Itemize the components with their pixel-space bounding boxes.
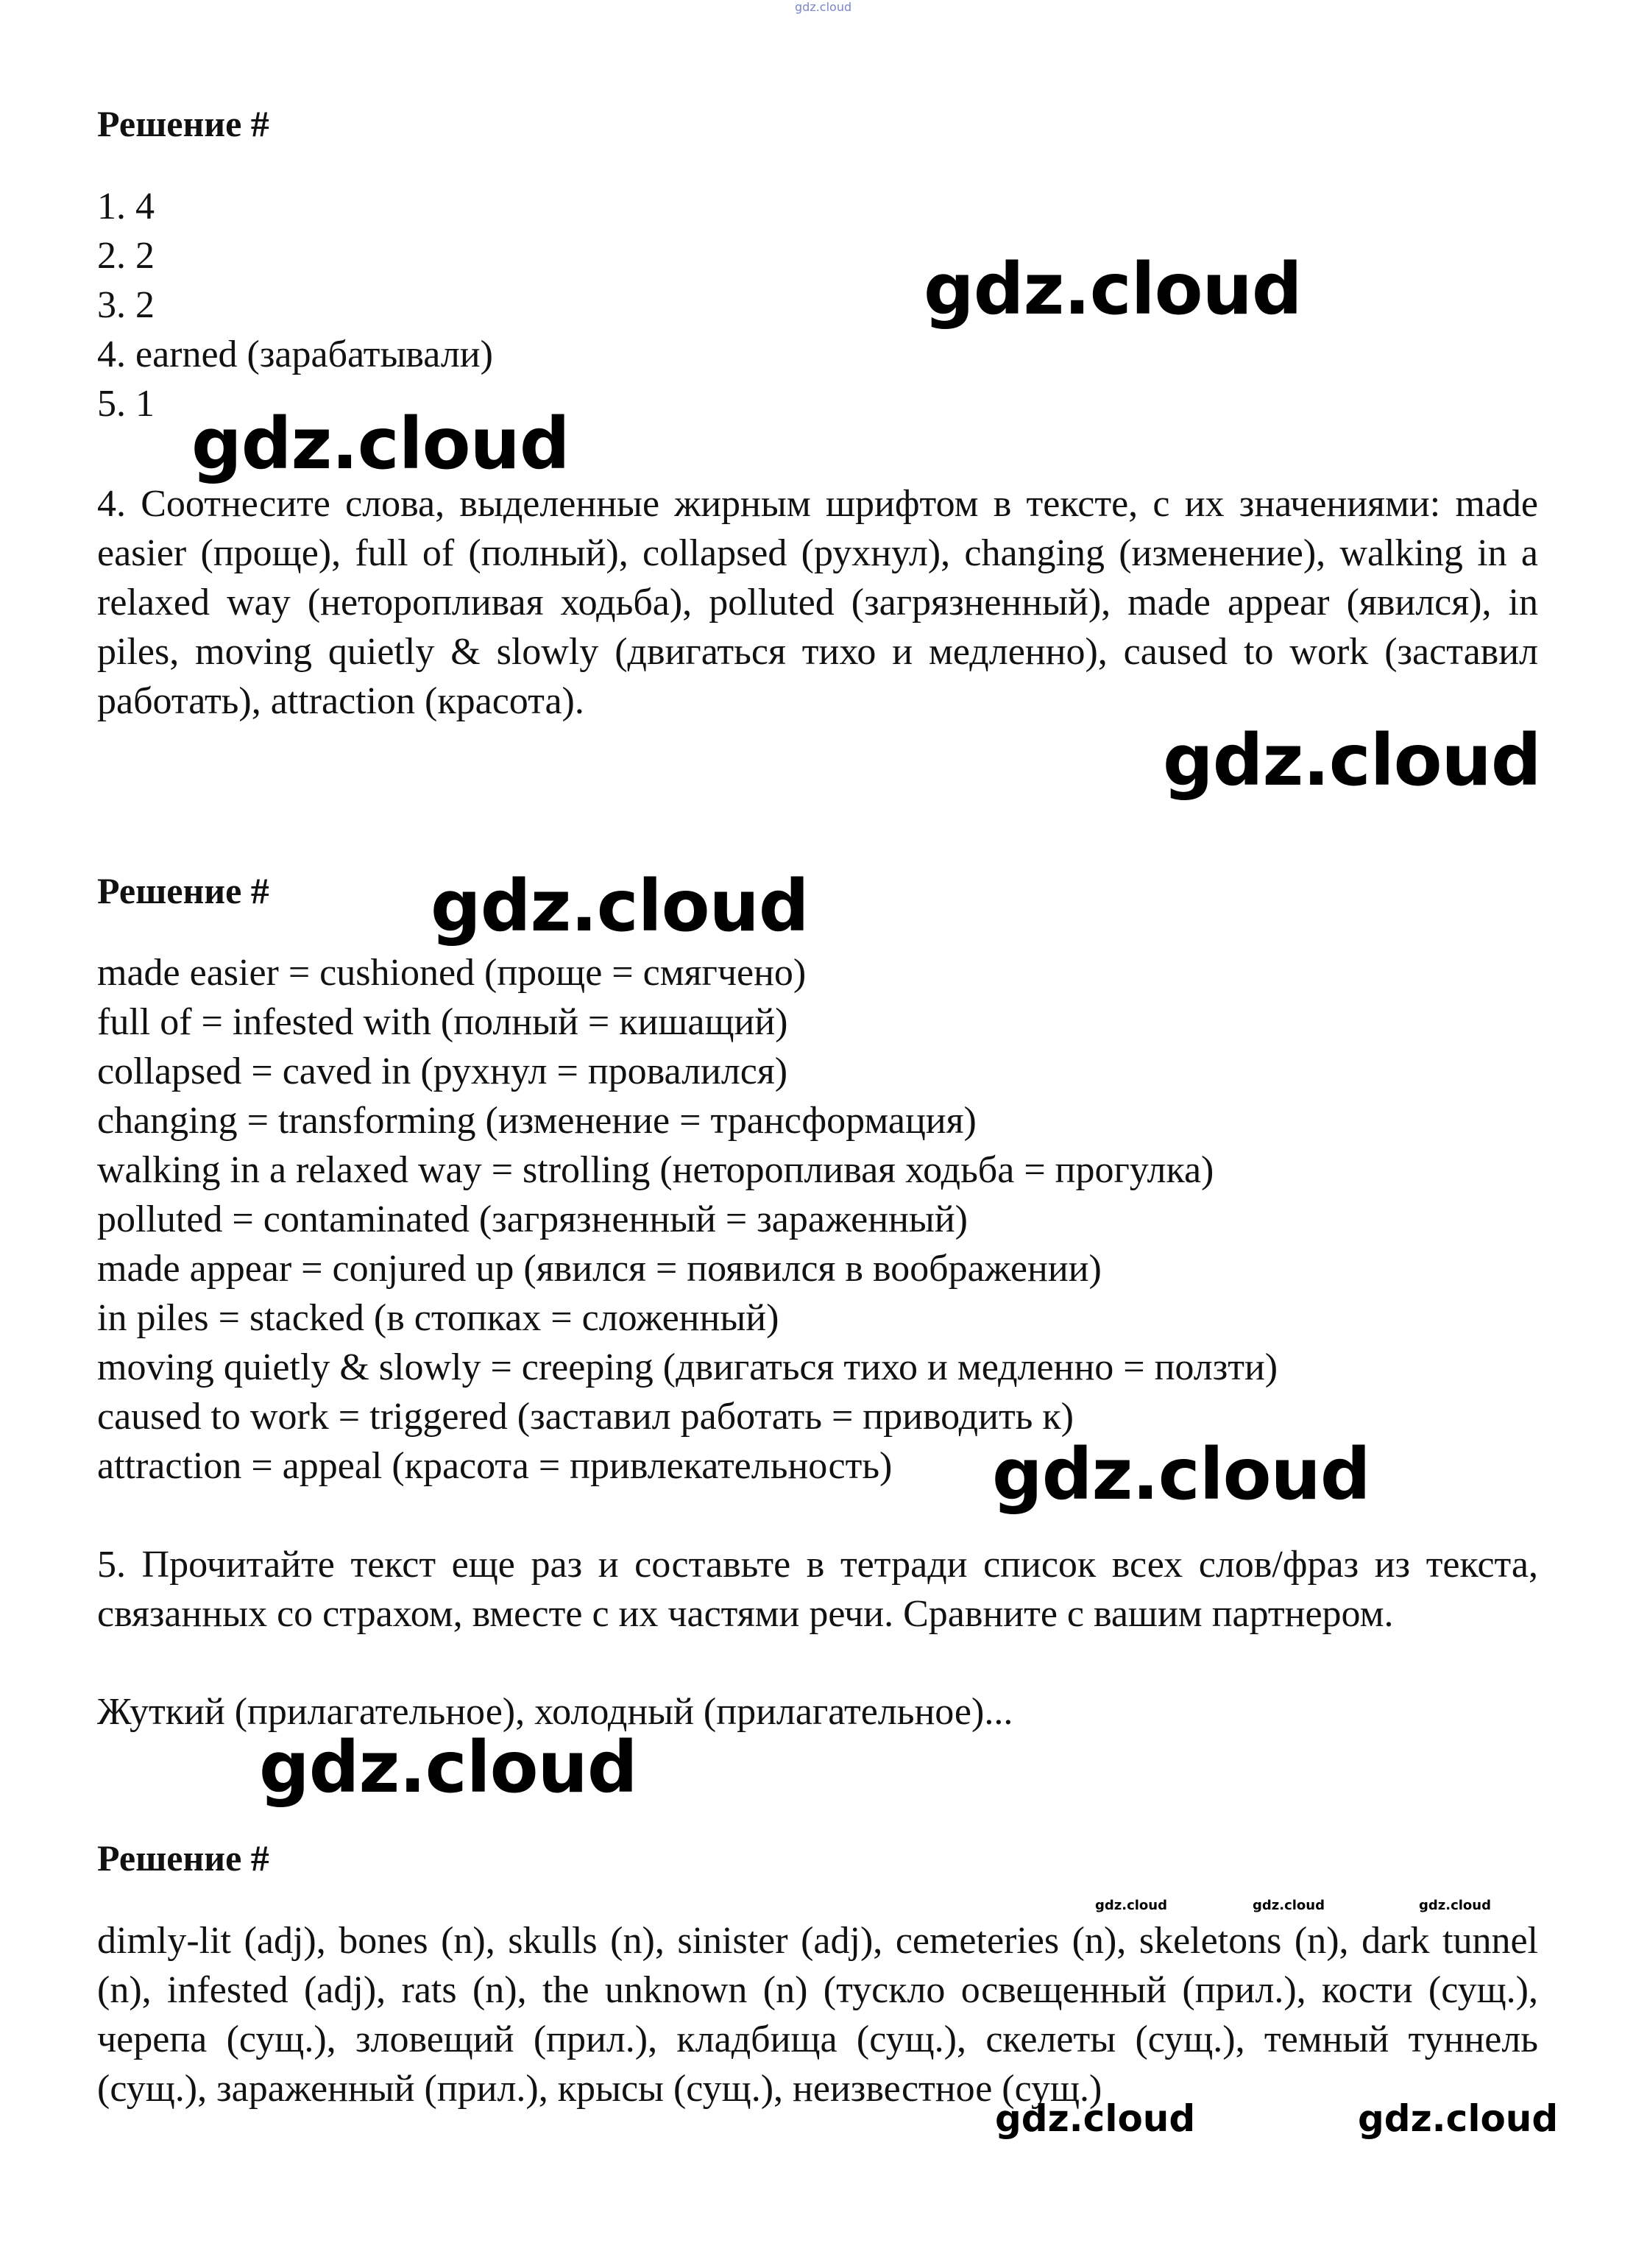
watermark: gdz.cloud bbox=[992, 1433, 1370, 1516]
watermark: gdz.cloud bbox=[191, 403, 570, 485]
matching-line: polluted = contaminated (загрязненный = зараженный) bbox=[97, 1198, 968, 1240]
answer-item: 4. earned (зарабатывали) bbox=[97, 333, 493, 375]
watermark-mid: gdz.cloud bbox=[1358, 2097, 1559, 2140]
task-5-text: 5. Прочитайте текст еще раз и составьте в тетради список всех слов/фраз из текста, связанных со страхом, вместе с их частями речи. Сравните с вашим партнером. bbox=[97, 1544, 1538, 1635]
matching-line: attraction = appeal (красота = привлекательность) bbox=[97, 1445, 893, 1487]
matching-line: moving quietly & slowly = creeping (двигаться тихо и медленно = ползти) bbox=[97, 1346, 1278, 1388]
solution-heading-3: Решение # bbox=[97, 1837, 269, 1879]
matching-line: made appear = conjured up (явился = появился в воображении) bbox=[97, 1248, 1102, 1290]
solution-heading-1: Решение # bbox=[97, 103, 269, 144]
matching-line: collapsed = caved in (рухнул = провалился) bbox=[97, 1050, 788, 1092]
answer-item: 5. 1 bbox=[97, 383, 155, 425]
watermark: gdz.cloud bbox=[259, 1726, 637, 1809]
matching-line: full of = infested with (полный = кишащий) bbox=[97, 1001, 788, 1043]
watermark: gdz.cloud bbox=[431, 865, 809, 947]
answer-item: 2. 2 bbox=[97, 235, 155, 277]
answer-item: 1. 4 bbox=[97, 186, 155, 227]
matching-line: in piles = stacked (в стопках = сложенный) bbox=[97, 1297, 779, 1339]
matching-line: made easier = cushioned (проще = смягчено) bbox=[97, 952, 807, 994]
task-4-text: 4. Соотнесите слова, выделенные жирным шрифтом в тексте, с их значениями: made easier (проще), full of (полный), collapsed (рухнул), changing (изменение), walking in a relaxed way (неторопливая ходьба), polluted (загрязненный), made appear (явился), in piles, moving quietly & slowly (двигаться тихо и медленно), caused to work (заставил работать), attraction (красота). bbox=[97, 483, 1538, 722]
watermark-small: gdz.cloud bbox=[1253, 1898, 1325, 1913]
matching-line: changing = transforming (изменение = трансформация) bbox=[97, 1100, 977, 1142]
matching-line: caused to work = triggered (заставил работать = приводить к) bbox=[97, 1396, 1074, 1438]
matching-line: walking in a relaxed way = strolling (неторопливая ходьба = прогулка) bbox=[97, 1149, 1214, 1191]
fear-words-text: dimly-lit (adj), bones (n), skulls (n), sinister (adj), cemeteries (n), skeletons (n), dark tunnel (n), infested (adj), rats (n), the unknown (n) (тускло освещенный (прил.), кости (сущ.), черепа (сущ.), зловещий (прил.), кладбища (сущ.), скелеты (сущ.), темный туннель (сущ.), зараженный (прил.), крысы (сущ.), неизвестное (сущ.) bbox=[97, 1920, 1538, 2110]
watermark: gdz.cloud bbox=[1163, 719, 1541, 802]
watermark-small: gdz.cloud bbox=[1095, 1898, 1167, 1913]
watermark-top: gdz.cloud bbox=[795, 0, 852, 14]
watermark-small: gdz.cloud bbox=[1419, 1898, 1491, 1913]
answer-item: 3. 2 bbox=[97, 284, 155, 326]
solution-heading-2: Решение # bbox=[97, 870, 269, 911]
watermark: gdz.cloud bbox=[924, 248, 1302, 331]
watermark-mid: gdz.cloud bbox=[995, 2097, 1196, 2140]
task-5-example: Жуткий (прилагательное), холодный (прилагательное)... bbox=[97, 1691, 1013, 1733]
